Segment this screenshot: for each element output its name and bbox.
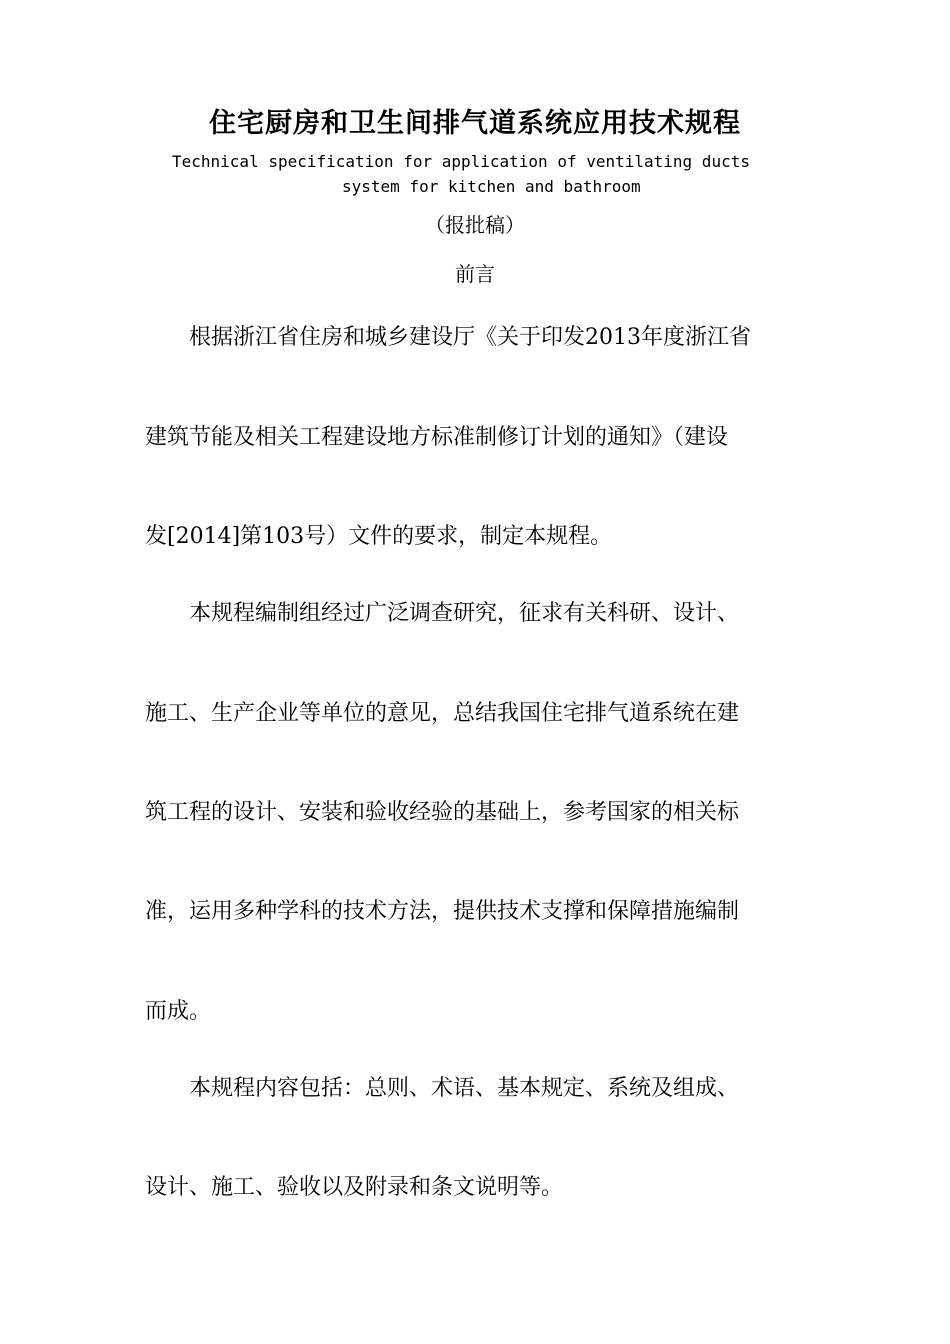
body-line-10: 设计、施工、验收以及附录和条文说明等。 [145,1175,564,1200]
english-subtitle-line-2: system for kitchen and bathroom [342,177,641,196]
body-line-2: 建筑节能及相关工程建设地方标准制修订计划的通知》（建设 [145,425,729,450]
english-subtitle-line-1: Technical specification for application of ventilating ducts [172,152,750,171]
body-line-1: 根据浙江省住房和城乡建设厅《关于印发2013年度浙江省 [145,325,751,350]
body-line-9: 本规程内容包括：总则、术语、基本规定、系统及组成、 [145,1076,740,1101]
body-line-8: 而成。 [145,999,212,1024]
draft-note: （报批稿） [425,213,525,237]
document-title: 住宅厨房和卫生间排气道系统应用技术规程 [209,108,741,139]
body-line-3: 发[2014]第103号）文件的要求，制定本规程。 [145,524,613,549]
preface-heading: 前言 [455,262,495,286]
body-line-7: 准，运用多种学科的技术方法，提供技术支撑和保障措施编制 [145,899,740,924]
body-line-4: 本规程编制组经过广泛调查研究，征求有关科研、设计、 [145,601,740,626]
body-line-6: 筑工程的设计、安装和验收经验的基础上，参考国家的相关标 [145,800,740,825]
body-line-5: 施工、生产企业等单位的意见，总结我国住宅排气道系统在建 [145,701,740,726]
